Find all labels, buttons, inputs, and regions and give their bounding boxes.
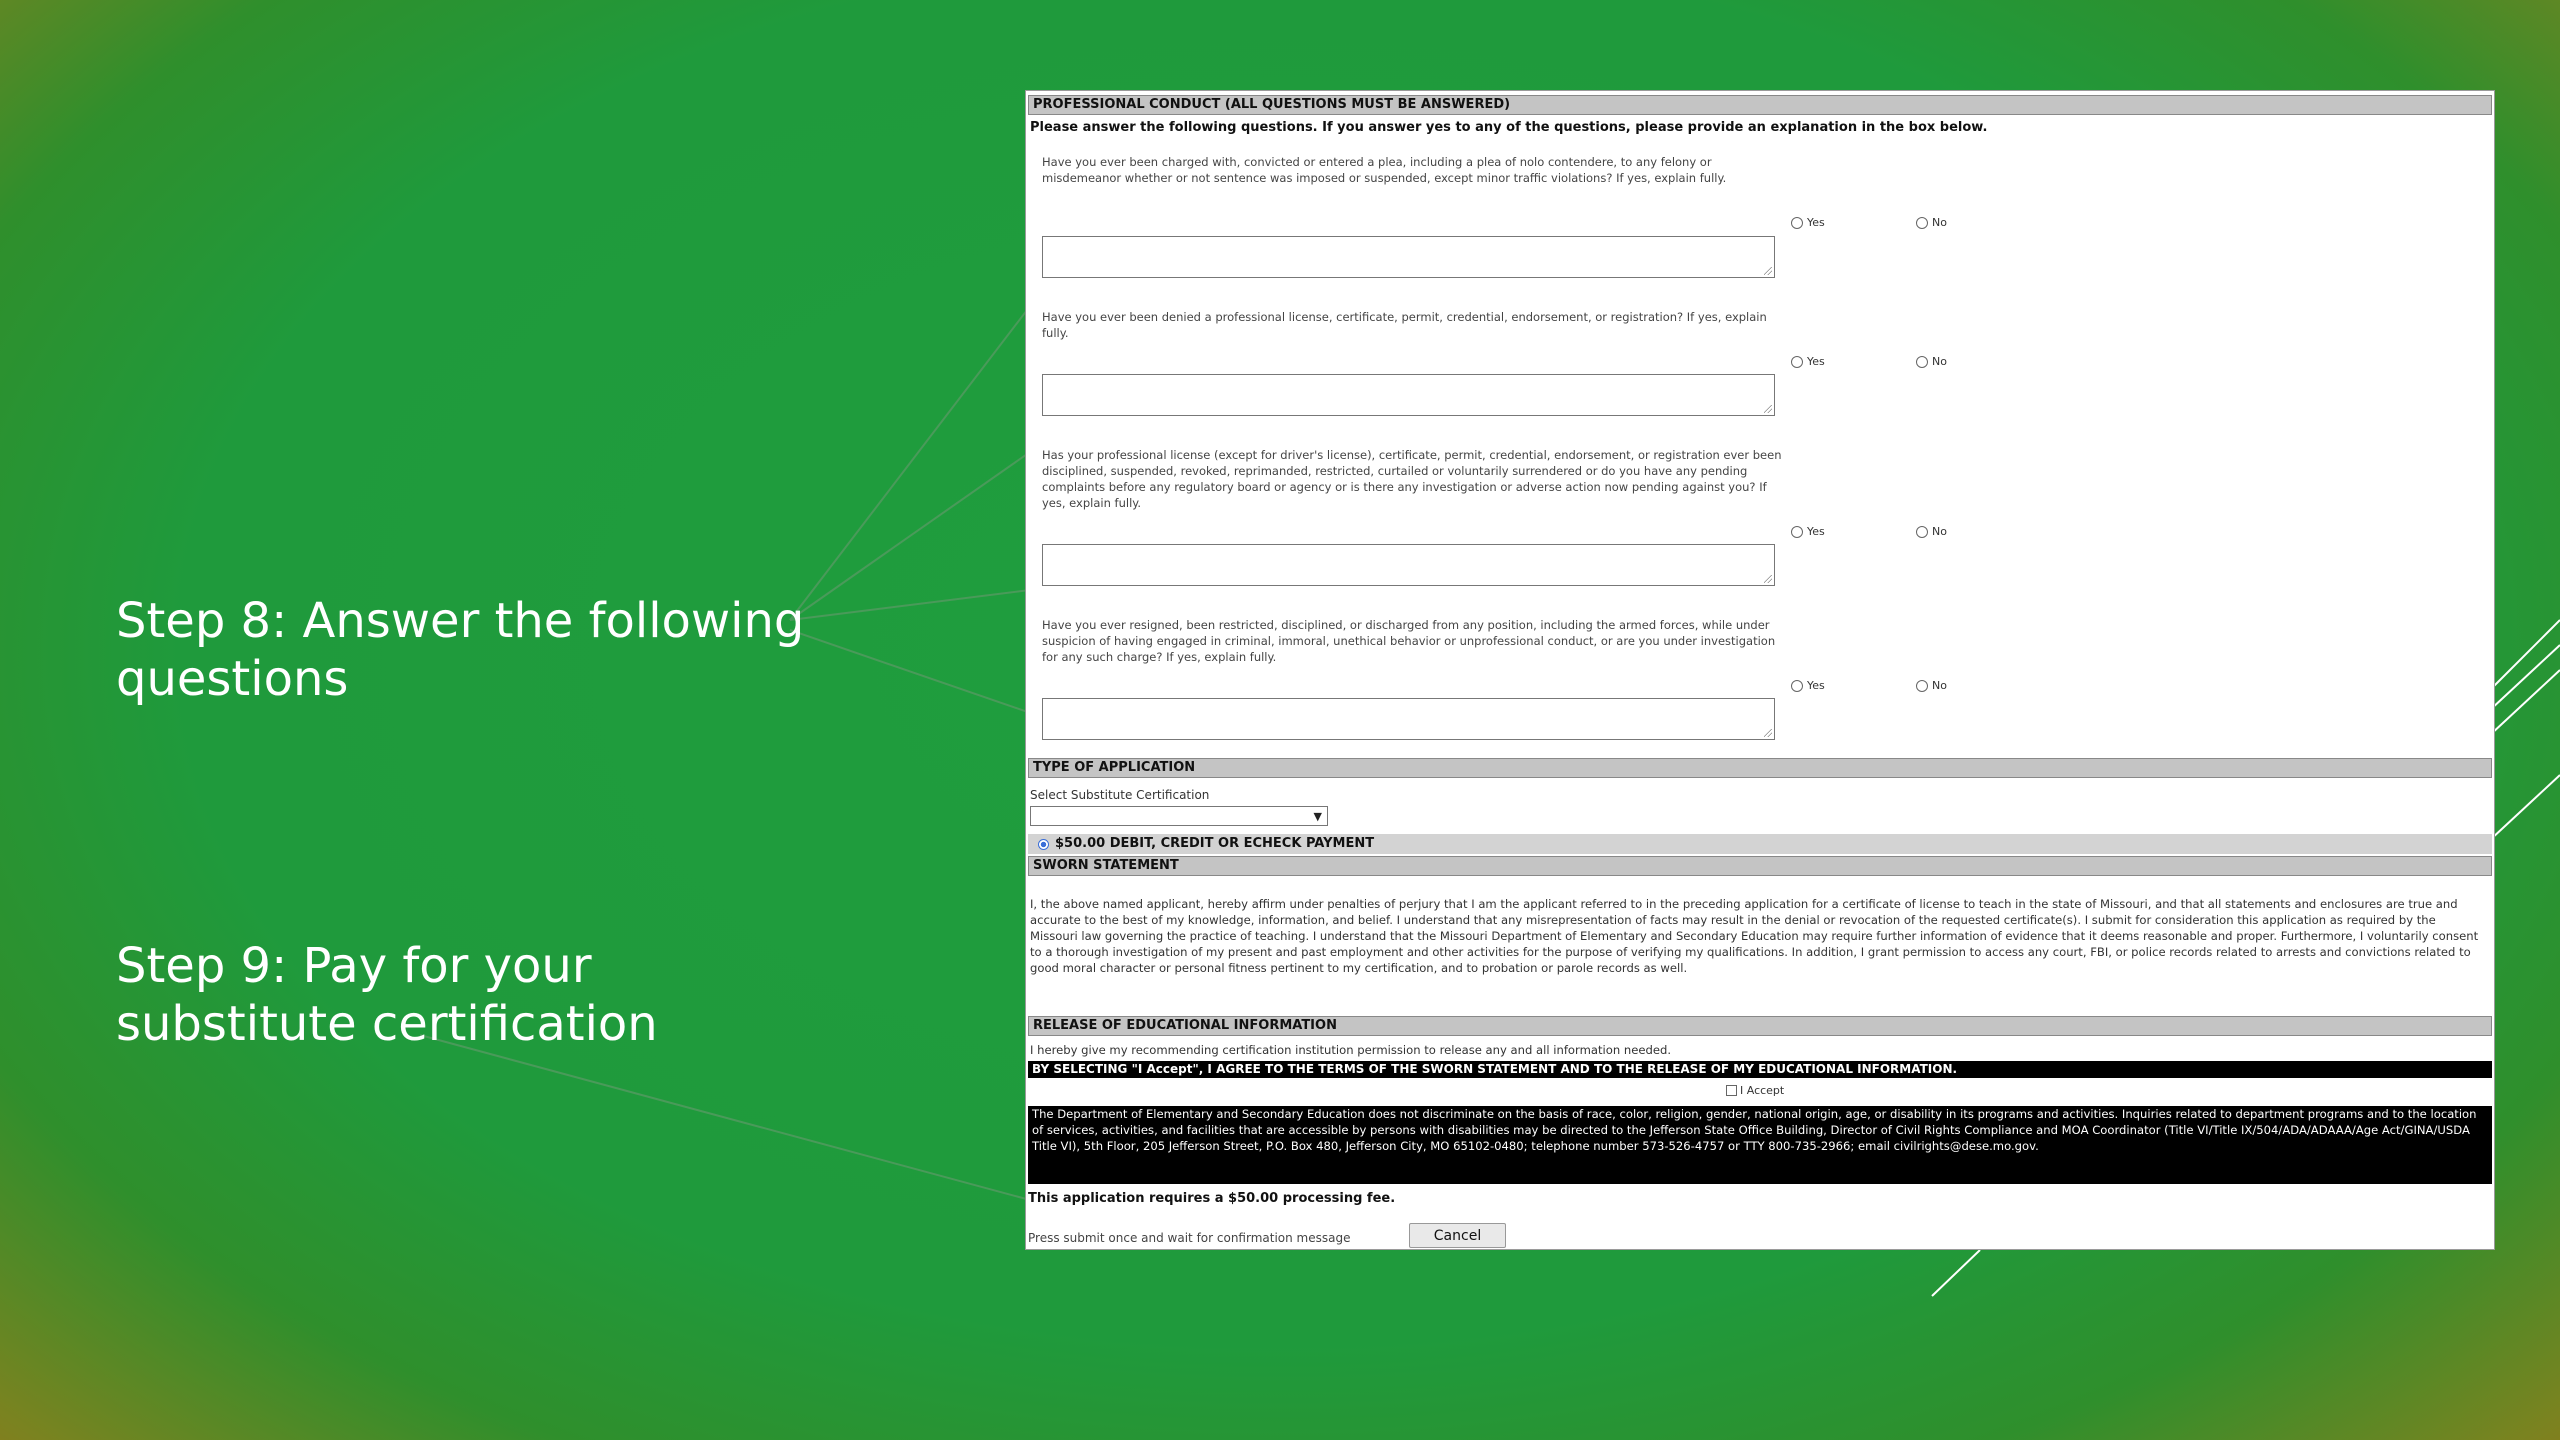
accept-checkbox[interactable] (1726, 1084, 1784, 1097)
corner-accent-line (2490, 645, 2560, 710)
callout-line-q1 (790, 280, 1050, 620)
application-form-screenshot (1025, 90, 2495, 1250)
release-section-header: RELEASE OF EDUCATIONAL INFORMATION (1028, 1016, 2492, 1036)
radio-circle (1791, 526, 1803, 538)
yes-label: Yes (1807, 355, 1825, 368)
radio-circle (1791, 217, 1803, 229)
question-2-yes-radio[interactable] (1791, 355, 1825, 368)
question-3-yes-radio[interactable] (1791, 525, 1825, 538)
corner-accent-line (2490, 670, 2560, 735)
no-label: No (1932, 355, 1947, 368)
radio-selected-icon (1038, 839, 1049, 850)
type-section-header: TYPE OF APPLICATION (1028, 758, 2492, 778)
no-label: No (1932, 216, 1947, 229)
cancel-button[interactable]: Cancel (1409, 1223, 1506, 1248)
question-3-explanation-input[interactable] (1042, 544, 1775, 586)
radio-circle (1916, 217, 1928, 229)
step9-label: Step 9: Pay for your substitute certification (116, 938, 658, 1052)
question-2-explanation-input[interactable] (1042, 374, 1775, 416)
question-4-yes-radio[interactable] (1791, 679, 1825, 692)
radio-circle (1791, 356, 1803, 368)
radio-circle (1916, 680, 1928, 692)
conduct-intro: Please answer the following questions. If you answer yes to any of the questions, please provide an explanation in the box below. (1030, 120, 1988, 135)
accept-label: I Accept (1740, 1084, 1785, 1097)
select-certification-label: Select Substitute Certification (1030, 788, 1210, 802)
question-4-no-radio[interactable] (1916, 679, 1947, 692)
release-text: I hereby give my recommending certification institution permission to release any and all information needed. (1030, 1043, 1672, 1057)
question-2-text: Have you ever been denied a professional license, certificate, permit, credential, endorsement, or registration? If yes, explain fully. (1042, 310, 1767, 340)
nondiscrimination-notice: The Department of Elementary and Secondary Education does not discriminate on the basis of race, color, religion, gender, national origin, age, or disability in its programs and activities. Inquiries related to department programs and to the location of services, activities, and facilities that are accessible by persons with disabilities may be directed to the Jefferson State Office Building, Director of Civil Rights Compliance and MOA Coordinator (Title VI/Title IX/504/ADA/ADAAA/Age Act/GINA/USDA Title VI), 5th Floor, 205 Jefferson Street, P.O. Box 480, Jefferson City, MO 65102-0480; telephone number 573-526-4757 or TTY 800-735-2966; email civilrights@dese.mo.gov. (1028, 1106, 2492, 1184)
submit-instruction: Press submit once and wait for confirmation message (1028, 1231, 1351, 1245)
chevron-down-icon: ▼ (1313, 810, 1322, 823)
question-3-no-radio[interactable] (1916, 525, 1947, 538)
question-1-no-radio[interactable] (1916, 216, 1947, 229)
sworn-section-header: SWORN STATEMENT (1028, 856, 2492, 876)
callout-line-payment (420, 1035, 1030, 1200)
yes-label: Yes (1807, 679, 1825, 692)
question-3-text: Has your professional license (except for driver's license), certificate, permit, credential, endorsement, or registration ever been disciplined, suspended, revoked, reprimanded, restricted, curtailed or voluntarily surrendered or do you have any pending complaints before any regulatory board or agency or is there any investigation or adverse action now pending against you? If yes, explain fully. (1042, 448, 1782, 510)
corner-accent-line (2490, 620, 2560, 690)
accept-banner: BY SELECTING "I Accept", I AGREE TO THE TERMS OF THE SWORN STATEMENT AND TO THE RELEASE OF MY EDUCATIONAL INFORMATION. (1028, 1061, 2492, 1078)
certification-select[interactable] (1030, 806, 1328, 826)
question-1-text: Have you ever been charged with, convicted or entered a plea, including a plea of nolo contendere, to any felony or misdemeanor whether or not sentence was imposed or suspended, except minor traffic violations? If yes, explain fully. (1042, 155, 1727, 185)
fee-note: This application requires a $50.00 processing fee. (1028, 1191, 1396, 1206)
sworn-statement-text: I, the above named applicant, hereby affirm under penalties of perjury that I am the applicant referred to in the preceding application for a certificate of license to teach in the state of Missouri, and that all statements and enclosures are true and accurate to the best of my knowledge, information, and belief. I understand that any misrepresentation of facts may result in the denial or revocation of the requested certificate(s). I submit for consideration this application as required by the Missouri law governing the practice of teaching. I understand that the Missouri Department of Elementary and Secondary Education may require further information of evidence that it deems reasonable and proper. Furthermore, I voluntarily consent to a thorough investigation of my present and past employment and other activities for the purpose of verifying my qualifications. In addition, I grant permission to access any court, FBI, or police records related to arrests and convictions related to good moral character or personal fitness pertinent to my certification, and to probation or parole records as well. (1030, 897, 2479, 975)
no-label: No (1932, 525, 1947, 538)
question-1-yes-radio[interactable] (1791, 216, 1825, 229)
radio-circle (1916, 356, 1928, 368)
question-4-text: Have you ever resigned, been restricted, disciplined, or discharged from any position, including the armed forces, while under suspicion of having engaged in criminal, immoral, unethical behavior or unprofessional conduct, or are you under investigation for any such charge? If yes, explain fully. (1042, 618, 1776, 664)
yes-label: Yes (1807, 525, 1825, 538)
question-2-no-radio[interactable] (1916, 355, 1947, 368)
question-4-explanation-input[interactable] (1042, 698, 1775, 740)
step8-label: Step 8: Answer the following questions (116, 593, 805, 707)
no-label: No (1932, 679, 1947, 692)
corner-accent-line (1932, 1250, 1980, 1296)
yes-label: Yes (1807, 216, 1825, 229)
payment-option-radio[interactable] (1028, 834, 2492, 854)
checkbox-icon (1726, 1085, 1737, 1096)
corner-accent-line (2490, 775, 2560, 840)
radio-circle (1791, 680, 1803, 692)
radio-circle (1916, 526, 1928, 538)
payment-option-label: $50.00 DEBIT, CREDIT OR ECHECK PAYMENT (1055, 836, 1375, 851)
conduct-section-header: PROFESSIONAL CONDUCT (ALL QUESTIONS MUST BE ANSWERED) (1028, 95, 2492, 115)
question-1-explanation-input[interactable] (1042, 236, 1775, 278)
